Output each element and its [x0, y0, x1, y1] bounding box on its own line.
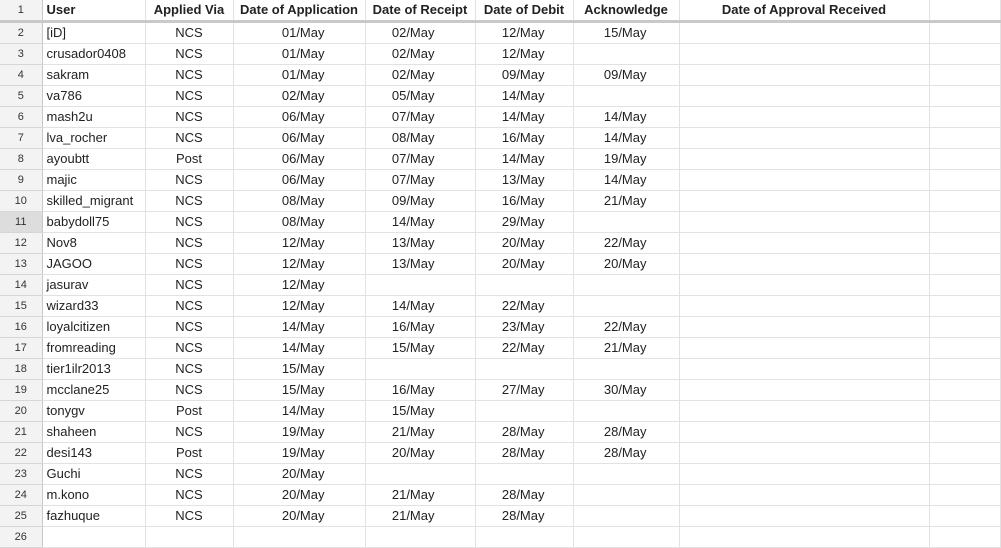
- row-header[interactable]: 17: [0, 337, 42, 358]
- cell-date-of-receipt[interactable]: 21/May: [365, 484, 475, 505]
- cell-date-of-debit[interactable]: 29/May: [475, 211, 573, 232]
- empty-cell[interactable]: [929, 85, 1000, 106]
- cell-applied-via[interactable]: NCS: [145, 484, 233, 505]
- cell-date-of-approval-received[interactable]: [679, 64, 929, 85]
- cell-date-of-debit[interactable]: 22/May: [475, 337, 573, 358]
- cell-applied-via[interactable]: NCS: [145, 295, 233, 316]
- cell-user[interactable]: babydoll75: [42, 211, 145, 232]
- cell-date-of-approval-received[interactable]: [679, 463, 929, 484]
- cell-acknowledge[interactable]: 21/May: [573, 337, 679, 358]
- cell-applied-via[interactable]: NCS: [145, 106, 233, 127]
- cell-acknowledge[interactable]: [573, 295, 679, 316]
- cell-date-of-receipt[interactable]: 21/May: [365, 505, 475, 526]
- row-header[interactable]: 18: [0, 358, 42, 379]
- row-header[interactable]: 21: [0, 421, 42, 442]
- cell-date-of-application[interactable]: 14/May: [233, 337, 365, 358]
- empty-cell[interactable]: [929, 379, 1000, 400]
- cell-applied-via[interactable]: Post: [145, 442, 233, 463]
- row-header[interactable]: 19: [0, 379, 42, 400]
- empty-cell[interactable]: [929, 21, 1000, 43]
- empty-cell[interactable]: [929, 526, 1000, 547]
- cell-date-of-application[interactable]: 01/May: [233, 64, 365, 85]
- cell-date-of-debit[interactable]: 13/May: [475, 169, 573, 190]
- table-row: [0, 484, 1000, 505]
- cell-user[interactable]: loyalcitizen: [42, 316, 145, 337]
- cell-user[interactable]: jasurav: [42, 274, 145, 295]
- row-header[interactable]: 14: [0, 274, 42, 295]
- cell-user[interactable]: fazhuque: [42, 505, 145, 526]
- cell-applied-via[interactable]: NCS: [145, 316, 233, 337]
- cell-applied-via[interactable]: [145, 526, 233, 547]
- empty-cell[interactable]: [929, 274, 1000, 295]
- row-header[interactable]: 10: [0, 190, 42, 211]
- cell-date-of-receipt[interactable]: 14/May: [365, 211, 475, 232]
- cell-date-of-application[interactable]: 12/May: [233, 295, 365, 316]
- cell-date-of-application[interactable]: 01/May: [233, 21, 365, 43]
- table-row: [0, 463, 1000, 484]
- empty-cell[interactable]: [929, 463, 1000, 484]
- cell-user[interactable]: wizard33: [42, 295, 145, 316]
- cell-date-of-approval-received[interactable]: [679, 316, 929, 337]
- table-row: [0, 211, 1000, 232]
- empty-cell[interactable]: [929, 505, 1000, 526]
- cell-acknowledge[interactable]: 21/May: [573, 190, 679, 211]
- table-row: [0, 442, 1000, 463]
- cell-applied-via[interactable]: NCS: [145, 127, 233, 148]
- cell-acknowledge[interactable]: [573, 85, 679, 106]
- cell-date-of-application[interactable]: 06/May: [233, 106, 365, 127]
- cell-date-of-approval-received[interactable]: [679, 127, 929, 148]
- cell-date-of-receipt[interactable]: 07/May: [365, 169, 475, 190]
- cell-date-of-application[interactable]: 19/May: [233, 421, 365, 442]
- cell-date-of-debit[interactable]: 16/May: [475, 190, 573, 211]
- cell-date-of-application[interactable]: 12/May: [233, 274, 365, 295]
- cell-acknowledge[interactable]: 19/May: [573, 148, 679, 169]
- cell-date-of-application[interactable]: 19/May: [233, 442, 365, 463]
- row-header[interactable]: 9: [0, 169, 42, 190]
- cell-date-of-application[interactable]: 15/May: [233, 379, 365, 400]
- cell-date-of-debit[interactable]: 28/May: [475, 505, 573, 526]
- cell-date-of-application[interactable]: [233, 526, 365, 547]
- cell-date-of-receipt[interactable]: 13/May: [365, 232, 475, 253]
- cell-acknowledge[interactable]: [573, 43, 679, 64]
- cell-date-of-receipt[interactable]: 09/May: [365, 190, 475, 211]
- cell-user[interactable]: mcclane25: [42, 379, 145, 400]
- header-user[interactable]: User: [42, 0, 145, 21]
- table-row: [0, 421, 1000, 442]
- cell-date-of-receipt[interactable]: 15/May: [365, 337, 475, 358]
- empty-cell[interactable]: [929, 484, 1000, 505]
- cell-acknowledge[interactable]: 14/May: [573, 106, 679, 127]
- cell-date-of-debit[interactable]: 09/May: [475, 64, 573, 85]
- cell-applied-via[interactable]: Post: [145, 148, 233, 169]
- cell-acknowledge[interactable]: 28/May: [573, 421, 679, 442]
- cell-date-of-application[interactable]: 08/May: [233, 190, 365, 211]
- cell-applied-via[interactable]: NCS: [145, 337, 233, 358]
- row-header[interactable]: 22: [0, 442, 42, 463]
- row-header[interactable]: 11: [0, 211, 42, 232]
- table-row: [0, 337, 1000, 358]
- cell-date-of-receipt[interactable]: 07/May: [365, 148, 475, 169]
- cell-applied-via[interactable]: NCS: [145, 421, 233, 442]
- cell-applied-via[interactable]: NCS: [145, 169, 233, 190]
- cell-date-of-debit[interactable]: [475, 400, 573, 421]
- cell-date-of-debit[interactable]: 20/May: [475, 253, 573, 274]
- row-header[interactable]: 13: [0, 253, 42, 274]
- row-header[interactable]: 1: [0, 0, 42, 21]
- cell-date-of-approval-received[interactable]: [679, 505, 929, 526]
- cell-user[interactable]: majic: [42, 169, 145, 190]
- cell-user[interactable]: tonygv: [42, 400, 145, 421]
- cell-user[interactable]: shaheen: [42, 421, 145, 442]
- table-row: [0, 148, 1000, 169]
- cell-date-of-approval-received[interactable]: [679, 85, 929, 106]
- cell-date-of-receipt[interactable]: 21/May: [365, 421, 475, 442]
- cell-date-of-application[interactable]: 20/May: [233, 463, 365, 484]
- cell-user[interactable]: va786: [42, 85, 145, 106]
- cell-user[interactable]: mash2u: [42, 106, 145, 127]
- cell-date-of-debit[interactable]: 14/May: [475, 106, 573, 127]
- cell-applied-via[interactable]: NCS: [145, 505, 233, 526]
- cell-date-of-debit[interactable]: [475, 526, 573, 547]
- cell-date-of-receipt[interactable]: [365, 358, 475, 379]
- cell-date-of-approval-received[interactable]: [679, 295, 929, 316]
- cell-applied-via[interactable]: NCS: [145, 211, 233, 232]
- cell-date-of-debit[interactable]: 16/May: [475, 127, 573, 148]
- cell-user[interactable]: desi143: [42, 442, 145, 463]
- cell-applied-via[interactable]: NCS: [145, 274, 233, 295]
- cell-applied-via[interactable]: NCS: [145, 64, 233, 85]
- row-header[interactable]: 3: [0, 43, 42, 64]
- cell-date-of-approval-received[interactable]: [679, 169, 929, 190]
- cell-acknowledge[interactable]: [573, 358, 679, 379]
- cell-date-of-approval-received[interactable]: [679, 421, 929, 442]
- cell-date-of-approval-received[interactable]: [679, 106, 929, 127]
- cell-applied-via[interactable]: NCS: [145, 190, 233, 211]
- table-row: [0, 274, 1000, 295]
- empty-cell[interactable]: [929, 232, 1000, 253]
- table-row: [0, 169, 1000, 190]
- cell-date-of-application[interactable]: 06/May: [233, 169, 365, 190]
- cell-acknowledge[interactable]: 22/May: [573, 232, 679, 253]
- cell-date-of-receipt[interactable]: [365, 274, 475, 295]
- cell-date-of-approval-received[interactable]: [679, 190, 929, 211]
- cell-acknowledge[interactable]: [573, 211, 679, 232]
- empty-cell[interactable]: [929, 337, 1000, 358]
- cell-acknowledge[interactable]: 15/May: [573, 21, 679, 43]
- cell-date-of-approval-received[interactable]: [679, 358, 929, 379]
- cell-date-of-debit[interactable]: 28/May: [475, 484, 573, 505]
- cell-user[interactable]: m.kono: [42, 484, 145, 505]
- cell-date-of-debit[interactable]: 14/May: [475, 85, 573, 106]
- row-header[interactable]: 16: [0, 316, 42, 337]
- cell-user[interactable]: skilled_migrant: [42, 190, 145, 211]
- row-header[interactable]: 7: [0, 127, 42, 148]
- cell-date-of-receipt[interactable]: [365, 463, 475, 484]
- cell-date-of-debit[interactable]: 22/May: [475, 295, 573, 316]
- empty-cell[interactable]: [929, 43, 1000, 64]
- empty-cell[interactable]: [929, 169, 1000, 190]
- cell-date-of-debit[interactable]: [475, 274, 573, 295]
- header-date-of-application[interactable]: Date of Application: [233, 0, 365, 21]
- cell-date-of-application[interactable]: 14/May: [233, 316, 365, 337]
- empty-cell[interactable]: [929, 295, 1000, 316]
- row-header[interactable]: 4: [0, 64, 42, 85]
- cell-date-of-application[interactable]: 20/May: [233, 484, 365, 505]
- empty-cell[interactable]: [929, 400, 1000, 421]
- cell-date-of-receipt[interactable]: 13/May: [365, 253, 475, 274]
- cell-acknowledge[interactable]: [573, 505, 679, 526]
- cell-applied-via[interactable]: Post: [145, 400, 233, 421]
- cell-date-of-approval-received[interactable]: [679, 400, 929, 421]
- cell-applied-via[interactable]: NCS: [145, 379, 233, 400]
- cell-acknowledge[interactable]: 14/May: [573, 127, 679, 148]
- header-date-of-approval-received[interactable]: Date of Approval Received: [679, 0, 929, 21]
- cell-user[interactable]: crusador0408: [42, 43, 145, 64]
- table-row: [0, 526, 1000, 547]
- cell-acknowledge[interactable]: [573, 526, 679, 547]
- cell-acknowledge[interactable]: 28/May: [573, 442, 679, 463]
- cell-acknowledge[interactable]: 09/May: [573, 64, 679, 85]
- empty-cell[interactable]: [929, 148, 1000, 169]
- cell-date-of-approval-received[interactable]: [679, 379, 929, 400]
- cell-applied-via[interactable]: NCS: [145, 232, 233, 253]
- cell-date-of-approval-received[interactable]: [679, 253, 929, 274]
- cell-date-of-debit[interactable]: [475, 358, 573, 379]
- cell-date-of-debit[interactable]: 12/May: [475, 21, 573, 43]
- cell-date-of-approval-received[interactable]: [679, 21, 929, 43]
- cell-date-of-receipt[interactable]: 02/May: [365, 21, 475, 43]
- table-row: [0, 505, 1000, 526]
- cell-date-of-debit[interactable]: 28/May: [475, 421, 573, 442]
- cell-date-of-application[interactable]: 01/May: [233, 43, 365, 64]
- row-header[interactable]: 12: [0, 232, 42, 253]
- cell-applied-via[interactable]: NCS: [145, 43, 233, 64]
- row-header[interactable]: 2: [0, 21, 42, 43]
- cell-date-of-debit[interactable]: 20/May: [475, 232, 573, 253]
- row-header[interactable]: 5: [0, 85, 42, 106]
- row-header[interactable]: 23: [0, 463, 42, 484]
- cell-user[interactable]: JAGOO: [42, 253, 145, 274]
- cell-applied-via[interactable]: NCS: [145, 21, 233, 43]
- cell-date-of-application[interactable]: 02/May: [233, 85, 365, 106]
- cell-date-of-receipt[interactable]: 16/May: [365, 379, 475, 400]
- header-applied-via[interactable]: Applied Via: [145, 0, 233, 21]
- empty-cell[interactable]: [929, 0, 1000, 21]
- cell-acknowledge[interactable]: 30/May: [573, 379, 679, 400]
- cell-acknowledge[interactable]: [573, 274, 679, 295]
- empty-cell[interactable]: [929, 106, 1000, 127]
- cell-date-of-application[interactable]: 20/May: [233, 505, 365, 526]
- cell-date-of-application[interactable]: 15/May: [233, 358, 365, 379]
- table-row: [0, 85, 1000, 106]
- empty-cell[interactable]: [929, 316, 1000, 337]
- cell-date-of-receipt[interactable]: 15/May: [365, 400, 475, 421]
- cell-date-of-application[interactable]: 08/May: [233, 211, 365, 232]
- row-header[interactable]: 26: [0, 526, 42, 547]
- cell-applied-via[interactable]: NCS: [145, 358, 233, 379]
- cell-acknowledge[interactable]: 20/May: [573, 253, 679, 274]
- cell-date-of-application[interactable]: 14/May: [233, 400, 365, 421]
- cell-date-of-receipt[interactable]: 02/May: [365, 43, 475, 64]
- cell-date-of-application[interactable]: 12/May: [233, 253, 365, 274]
- cell-acknowledge[interactable]: [573, 400, 679, 421]
- cell-user[interactable]: Guchi: [42, 463, 145, 484]
- header-date-of-receipt[interactable]: Date of Receipt: [365, 0, 475, 21]
- table-row: [0, 379, 1000, 400]
- table-row: [0, 127, 1000, 148]
- table-row: [0, 43, 1000, 64]
- table-row: [0, 190, 1000, 211]
- cell-date-of-receipt[interactable]: 14/May: [365, 295, 475, 316]
- row-header[interactable]: 20: [0, 400, 42, 421]
- empty-cell[interactable]: [929, 127, 1000, 148]
- cell-date-of-debit[interactable]: 28/May: [475, 442, 573, 463]
- row-header[interactable]: 15: [0, 295, 42, 316]
- row-header[interactable]: 8: [0, 148, 42, 169]
- cell-date-of-debit[interactable]: 27/May: [475, 379, 573, 400]
- row-header[interactable]: 6: [0, 106, 42, 127]
- cell-user[interactable]: tier1ilr2013: [42, 358, 145, 379]
- cell-date-of-approval-received[interactable]: [679, 274, 929, 295]
- table-row: [0, 295, 1000, 316]
- cell-date-of-approval-received[interactable]: [679, 211, 929, 232]
- cell-date-of-receipt[interactable]: 02/May: [365, 64, 475, 85]
- cell-user[interactable]: fromreading: [42, 337, 145, 358]
- cell-user[interactable]: sakram: [42, 64, 145, 85]
- cell-user[interactable]: Nov8: [42, 232, 145, 253]
- row-header[interactable]: 25: [0, 505, 42, 526]
- table-row: [0, 358, 1000, 379]
- cell-date-of-approval-received[interactable]: [679, 484, 929, 505]
- cell-applied-via[interactable]: NCS: [145, 253, 233, 274]
- table-row: [0, 253, 1000, 274]
- header-date-of-debit[interactable]: Date of Debit: [475, 0, 573, 21]
- cell-applied-via[interactable]: NCS: [145, 463, 233, 484]
- cell-date-of-receipt[interactable]: [365, 526, 475, 547]
- cell-acknowledge[interactable]: [573, 463, 679, 484]
- header-row: [0, 0, 1000, 21]
- table-row: [0, 64, 1000, 85]
- cell-date-of-debit[interactable]: [475, 463, 573, 484]
- empty-cell[interactable]: [929, 211, 1000, 232]
- table-row: [0, 106, 1000, 127]
- cell-date-of-receipt[interactable]: 05/May: [365, 85, 475, 106]
- cell-date-of-application[interactable]: 06/May: [233, 127, 365, 148]
- cell-date-of-receipt[interactable]: 20/May: [365, 442, 475, 463]
- cell-date-of-debit[interactable]: 23/May: [475, 316, 573, 337]
- empty-cell[interactable]: [929, 442, 1000, 463]
- cell-applied-via[interactable]: NCS: [145, 85, 233, 106]
- cell-date-of-application[interactable]: 12/May: [233, 232, 365, 253]
- cell-acknowledge[interactable]: 14/May: [573, 169, 679, 190]
- table-row: [0, 400, 1000, 421]
- cell-date-of-approval-received[interactable]: [679, 442, 929, 463]
- empty-cell[interactable]: [929, 64, 1000, 85]
- cell-date-of-approval-received[interactable]: [679, 526, 929, 547]
- table-row: [0, 316, 1000, 337]
- cell-date-of-receipt[interactable]: 07/May: [365, 106, 475, 127]
- cell-date-of-application[interactable]: 06/May: [233, 148, 365, 169]
- cell-date-of-approval-received[interactable]: [679, 337, 929, 358]
- table-row: [0, 21, 1000, 43]
- cell-acknowledge[interactable]: 22/May: [573, 316, 679, 337]
- cell-user[interactable]: [iD]: [42, 21, 145, 43]
- table-row: [0, 232, 1000, 253]
- cell-date-of-receipt[interactable]: 08/May: [365, 127, 475, 148]
- cell-date-of-approval-received[interactable]: [679, 148, 929, 169]
- cell-date-of-approval-received[interactable]: [679, 43, 929, 64]
- empty-cell[interactable]: [929, 190, 1000, 211]
- empty-cell[interactable]: [929, 358, 1000, 379]
- cell-user[interactable]: ayoubtt: [42, 148, 145, 169]
- cell-date-of-approval-received[interactable]: [679, 232, 929, 253]
- empty-cell[interactable]: [929, 421, 1000, 442]
- cell-date-of-debit[interactable]: 14/May: [475, 148, 573, 169]
- cell-user[interactable]: [42, 526, 145, 547]
- header-acknowledge[interactable]: Acknowledge: [573, 0, 679, 21]
- cell-date-of-receipt[interactable]: 16/May: [365, 316, 475, 337]
- cell-date-of-debit[interactable]: 12/May: [475, 43, 573, 64]
- row-header[interactable]: 24: [0, 484, 42, 505]
- empty-cell[interactable]: [929, 253, 1000, 274]
- cell-user[interactable]: lva_rocher: [42, 127, 145, 148]
- cell-acknowledge[interactable]: [573, 484, 679, 505]
